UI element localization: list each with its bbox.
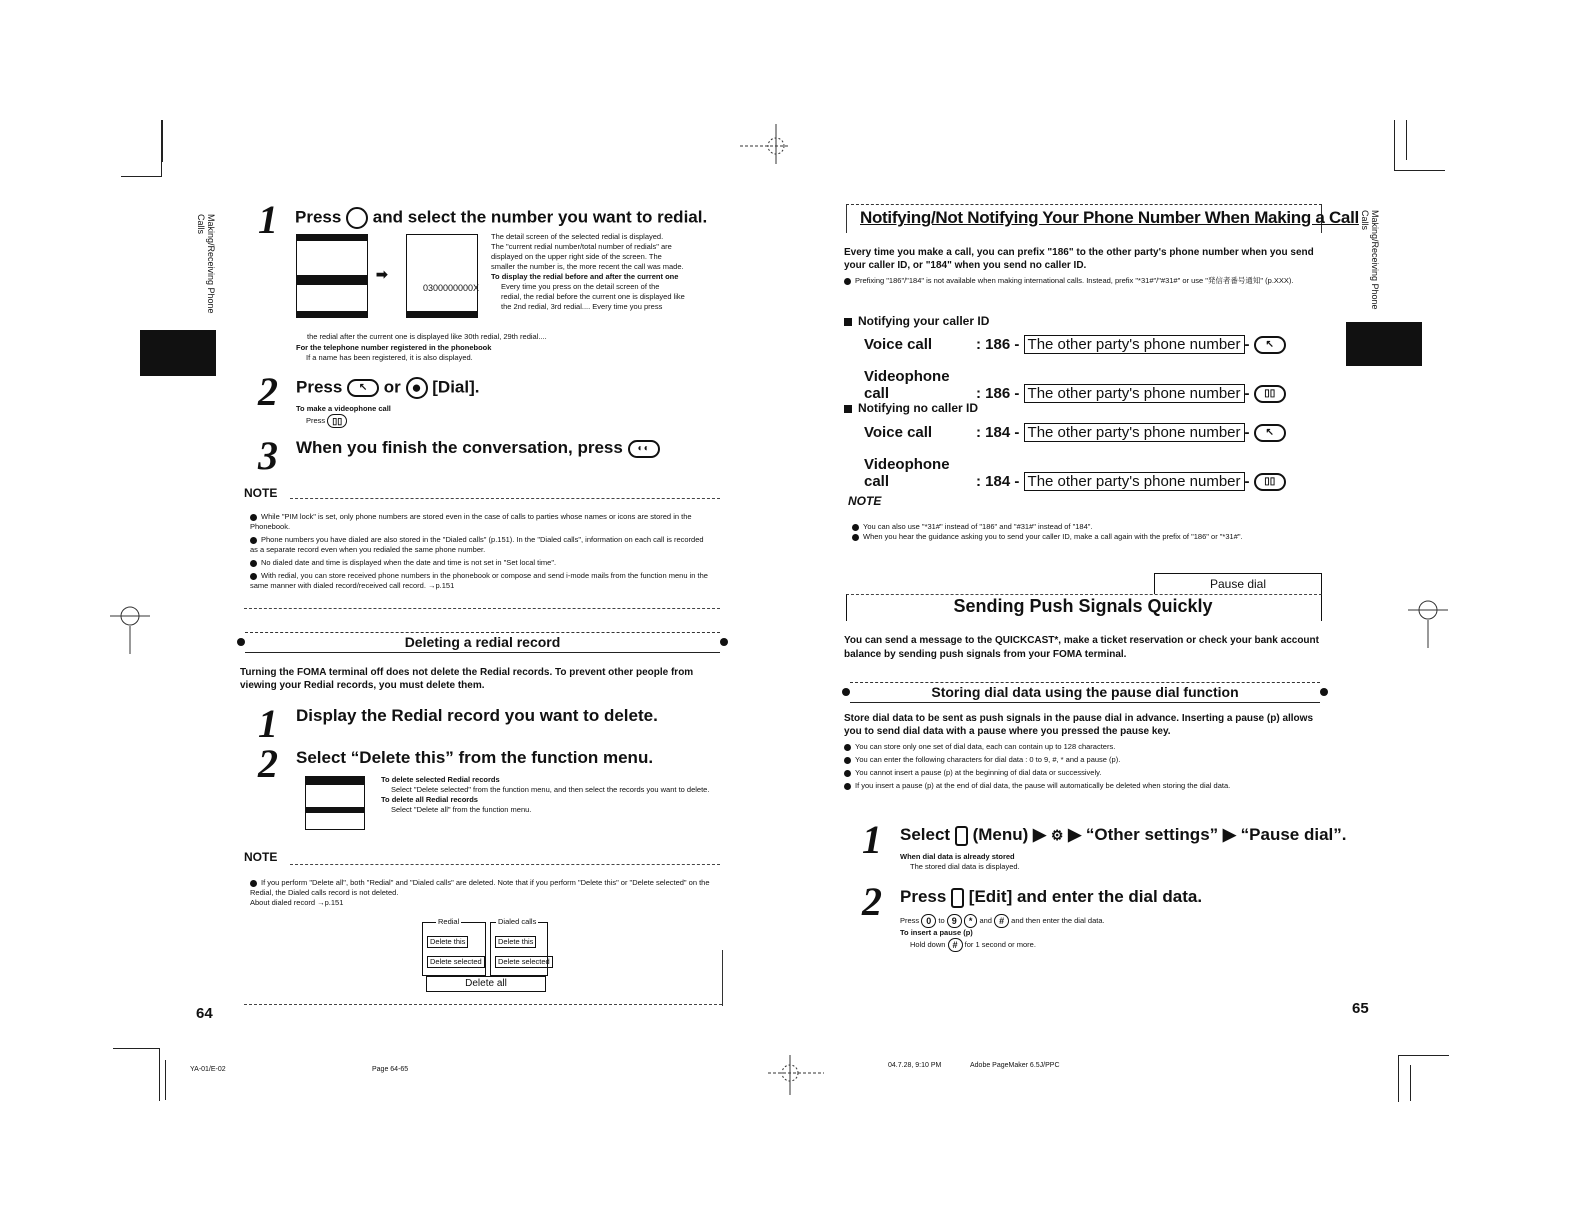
step1-note: When dial data is already stored The stored dial data is displayed. — [900, 852, 1020, 871]
phone-screen-list — [296, 234, 368, 318]
step-title: Press ↖ or ● [Dial]. — [296, 377, 480, 397]
step1-description-cont: the redial after the current one is displayed like 30th redial, 29th redial.... — [307, 332, 547, 341]
chapter-tab-right — [1346, 322, 1422, 366]
section-dot-left — [842, 688, 850, 696]
call-key-icon: ↖ — [1254, 336, 1286, 354]
notify-bullet: Prefixing "186"/"184" is not available when making international calls. Instead, prefix "*31#"/"#31#" or use "発信者番号通知" (p.XXX). — [844, 276, 1320, 286]
push-intro: You can send a message to the QUICKCAST*, make a ticket reservation or check your bank account balance by sending push signals from your FOMA terminal. — [844, 635, 1319, 660]
step-title: When you finish the conversation, press ◐◐ — [296, 438, 660, 458]
registration-mark-bottom — [768, 1055, 824, 1095]
section-rule-bottom — [850, 702, 1320, 703]
crop-mark-bottom-right-2 — [1410, 1065, 1421, 1101]
step-title: Select “Delete this” from the function menu. — [296, 748, 654, 767]
note-bottom-rule — [244, 1004, 722, 1005]
step-number: 1 — [258, 701, 278, 746]
pause-list: You can store only one set of dial data, each can contain up to 128 characters. You can enter the following characters for dial data : 0 to 9, #, * and a pause (p). You cannot insert a pause (p) at the beginning of dial data or successively. If you insert a pause (p) at the end of dial data, the pause will automatically be deleted when storing the dial data. — [844, 742, 1322, 791]
section-rule-bottom — [245, 652, 720, 653]
pause-heading: Storing dial data using the pause dial function — [931, 684, 1239, 700]
step1-phonebook-note: For the telephone number registered in the phonebook If a name has been registered, it is also displayed. — [296, 343, 492, 362]
note-bottom-rule — [244, 608, 720, 609]
footer-mid: Page 64-65 — [372, 1066, 409, 1073]
note-frame-right — [722, 950, 723, 1006]
side-label-left: Making/Receiving Phone Calls — [196, 214, 216, 314]
note-label: NOTE — [244, 850, 278, 864]
step-number: 2 — [862, 879, 882, 924]
notify-heading: Notifying/Not Notifying Your Phone Number When Making a Call — [860, 208, 1359, 227]
center-key-icon: ● — [406, 377, 428, 399]
call-key-icon: ↖ — [347, 379, 379, 397]
note-list: If you perform "Delete all", both "Redial" and "Dialed calls" are deleted. Note that if you perform "Delete this" or "Delete selected" on the Redial, the Dialed calls record is not deleted. About dialed record →p.151 — [250, 878, 710, 907]
call-key-icon: ↖ — [1254, 424, 1286, 442]
crop-mark-bottom-right — [1398, 1055, 1449, 1102]
step-number: 2 — [258, 741, 278, 786]
crop-mark-bottom-left-2 — [145, 1060, 166, 1100]
crop-mark-top-right — [1394, 120, 1445, 171]
footer-app: Adobe PageMaker 6.5J/PPC — [970, 1062, 1060, 1069]
notify-intro: Every time you make a call, you can prefix "186" to the other party's phone number when you send your caller ID, or "184" when you send no caller ID. — [844, 247, 1314, 271]
page-number: 65 — [1352, 1000, 1369, 1017]
phone-screen-menu — [305, 776, 365, 830]
delete-selected-redial: Delete selected — [427, 956, 485, 968]
edit-key-icon — [951, 888, 964, 908]
sub-heading-notify: Notifying your caller ID — [844, 314, 989, 328]
sub-heading-no-notify: Notifying no caller ID — [844, 401, 978, 415]
step-title: Press and select the number you want to redial. — [295, 207, 707, 229]
page-number: 64 — [196, 1005, 213, 1022]
section-dot-right — [720, 638, 728, 646]
registration-mark-right — [1408, 590, 1448, 650]
crop-mark-top-left-2 — [150, 120, 163, 162]
step-title: Display the Redial record you want to delete. — [296, 706, 658, 725]
step-title: Press [Edit] and enter the dial data. — [900, 887, 1203, 906]
registration-mark-left — [110, 596, 150, 656]
arrow-icon: ➡ — [376, 266, 388, 282]
note-top-rule — [290, 864, 720, 865]
phone-screen-detail: 0300000000X — [406, 234, 478, 318]
video-key-icon: ▯▯ — [1254, 385, 1286, 403]
registration-mark-top — [740, 122, 800, 164]
key-0-icon: 0 — [921, 914, 936, 928]
footer-date: 04.7.28, 9:10 PM — [888, 1062, 942, 1069]
section-dot-left — [237, 638, 245, 646]
key-hash-icon: # — [994, 914, 1009, 928]
menu-key-icon — [955, 826, 968, 846]
key-hash-icon: # — [948, 938, 963, 952]
side-label-right: Making/Receiving Phone Calls — [1360, 210, 1380, 310]
section-rule-top — [245, 632, 720, 633]
step-number: 2 — [258, 369, 278, 414]
settings-icon: ⚙ — [1050, 827, 1064, 843]
video-186-row: Videophone call : 186 - The other party's phone number - ▯▯ — [864, 368, 1286, 403]
step-title: Select (Menu) ▶ ⚙ ▶ “Other settings” ▶ “Pause dial”. — [900, 825, 1347, 844]
end-key-icon: ◐◐ — [628, 440, 660, 458]
crop-mark-top-right-2 — [1406, 120, 1417, 160]
section-intro: Turning the FOMA terminal off does not delete the Redial records. To prevent other people from viewing your Redial records, you must delete them. — [240, 667, 694, 691]
dialed-label: Dialed calls — [498, 917, 537, 926]
video-184-row: Videophone call : 184 - The other party's phone number - ▯▯ — [864, 456, 1286, 491]
note-list: While "PIM lock" is set, only phone numbers are stored even in the case of calls to parties whose names or icons are stored in the Phonebook. Phone numbers you have dialed are also stored in the "Dialed calls" (p.151). In the "Dialed calls", information on each call is recorded as a separate record even when you redialed the same phone number. No dialed date and time is displayed when the date and time is not set in "Set local time". With redial, you can store received phone numbers in the phonebook or compose and send i-mode mails from the function menu in the same manner with dialed record/received call record. →p.151 — [250, 512, 708, 590]
voice-184-row: Voice call : 184 - The other party's phone number - ↖ — [864, 424, 1286, 442]
pause-dial-tag: Pause dial — [1154, 573, 1322, 594]
push-heading: Sending Push Signals Quickly — [953, 596, 1213, 616]
chapter-tab-left — [140, 330, 216, 376]
step-number: 1 — [862, 817, 882, 862]
key-9-icon: 9 — [947, 914, 962, 928]
delete-this-redial: Delete this — [427, 936, 468, 948]
delete-all-box: Delete all — [426, 976, 546, 992]
key-star-icon: * — [964, 914, 978, 928]
section-rule-top — [850, 682, 1320, 683]
video-key-icon: ▯▯ — [327, 414, 347, 428]
nav-key-icon — [346, 207, 368, 229]
note-label: NOTE — [848, 494, 882, 508]
video-key-icon: ▯▯ — [1254, 473, 1286, 491]
delete-this-dialed: Delete this — [495, 936, 536, 948]
step-number: 3 — [258, 433, 278, 478]
step2-notes: Press 0 to 9 * and # and then enter the dial data. To insert a pause (p) Hold down # for 1 second or more. — [900, 915, 1105, 950]
step-number: 1 — [258, 197, 278, 242]
section-dot-right — [1320, 688, 1328, 696]
redial-label: Redial — [438, 917, 460, 926]
step1-description: The detail screen of the selected redial is displayed. The "current redial number/total number of redials" are displayed on the upper right side of the screen. The smaller the number is, the more recent the call was made. To display the redial before and after the current one Every time you press on the detail screen of the redial, the redial before the current one is displayed like the 2nd redial, 3rd redial.... Every time you press — [491, 232, 685, 311]
footer-left: YA-01/E-02 — [190, 1066, 226, 1073]
delete-options: To delete selected Redial records Select "Delete selected" from the function menu, and then select the records you want to delete. To delete all Redial records Select "Delete all" from the function menu. — [381, 775, 710, 814]
delete-selected-dialed: Delete selected — [495, 956, 553, 968]
pause-intro: Store dial data to be sent as push signals in the pause dial in advance. Inserting a pause (p) allows you to send dial data with a pause where you pressed the pause key. — [844, 713, 1314, 737]
note-label: NOTE — [244, 486, 278, 500]
videophone-note: To make a videophone call Press ▯▯ — [296, 404, 391, 426]
voice-186-row: Voice call : 186 - The other party's phone number - ↖ — [864, 336, 1286, 354]
note-top-rule — [290, 498, 720, 499]
section-heading: Deleting a redial record — [404, 634, 561, 650]
note-list: You can also use "*31#" instead of "186" and "#31#" instead of "184". When you hear the guidance asking you to send your caller ID, make a call again with the prefix of "186" or "*31#". — [852, 522, 1320, 542]
